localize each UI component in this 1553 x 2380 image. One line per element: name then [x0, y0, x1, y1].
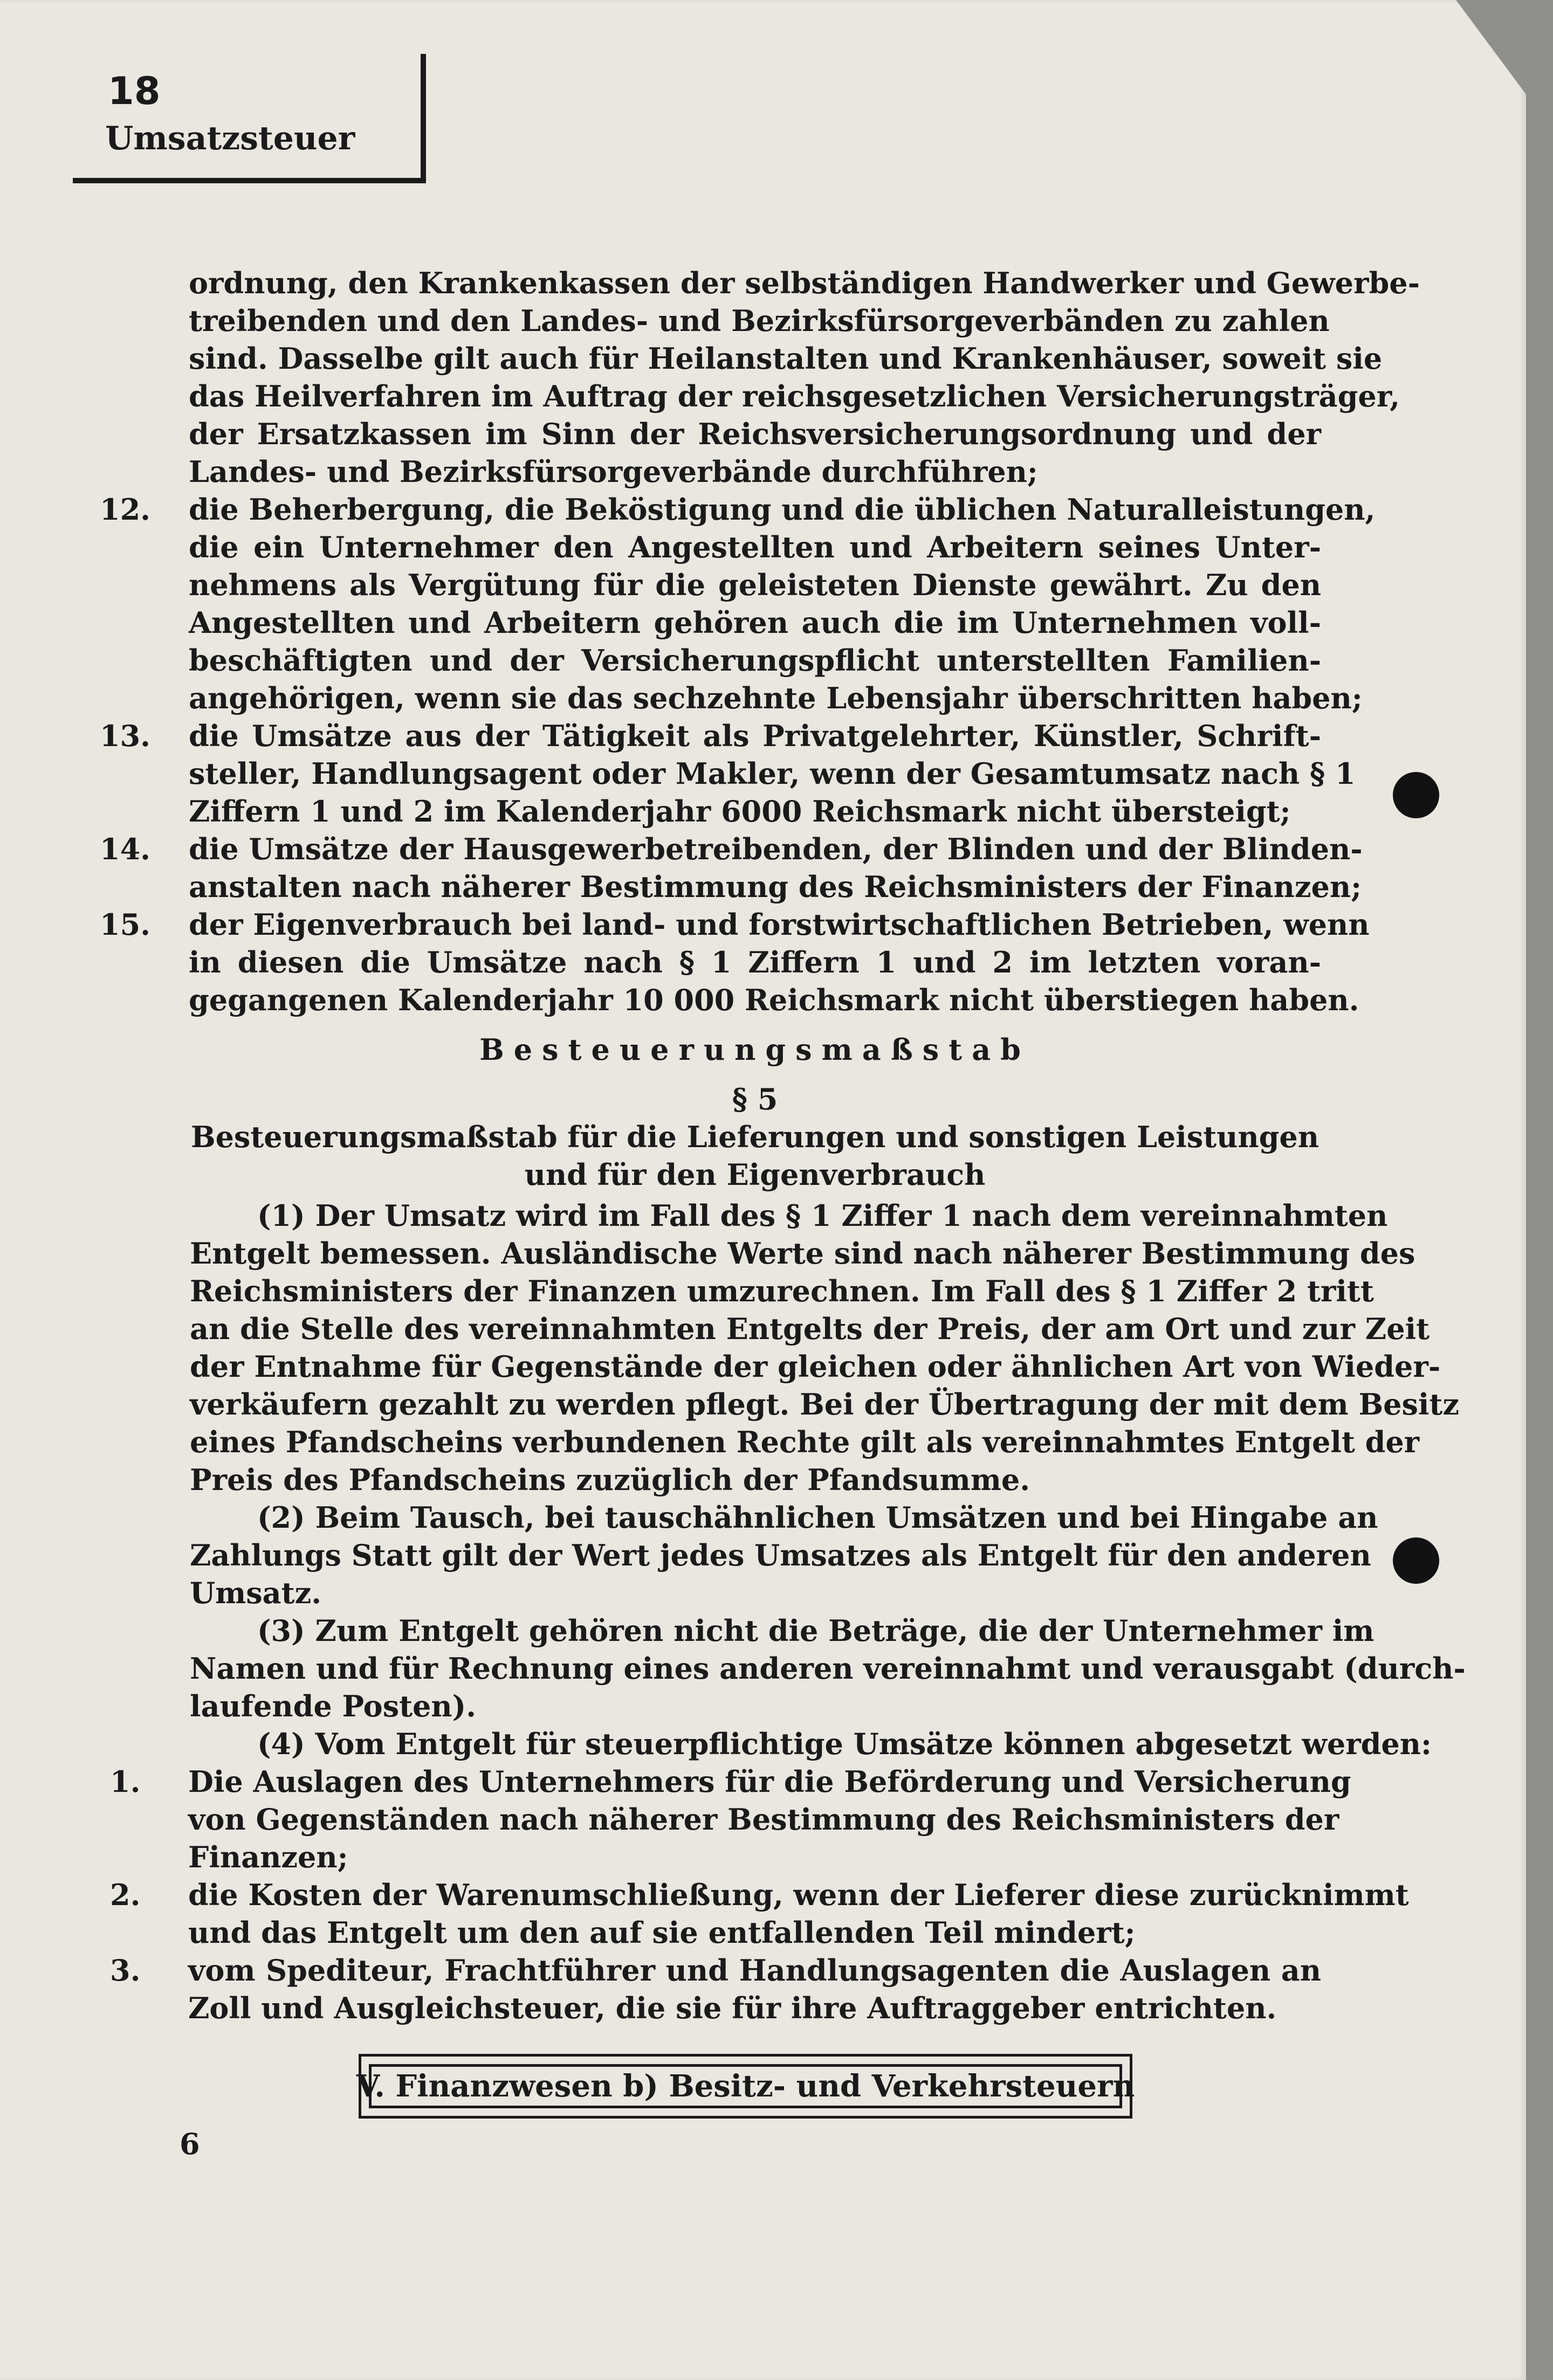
text-line: die Kosten der Warenumschließung, wenn der Lieferer diese zurücknimmt: [188, 1878, 1409, 1912]
text-line: ordnung, den Krankenkassen der selbständigen Handwerker und Gewerbe-: [189, 266, 1420, 300]
section-heading: Besteuerungsmaßstab: [479, 1032, 1030, 1067]
page-number: 6: [180, 2127, 200, 2161]
paragraph-title: und für den Eigenverbrauch: [524, 1157, 986, 1192]
text-line: nehmens als Vergütung für die geleisteten Dienste gewährt. Zu den: [189, 568, 1321, 602]
text-line: (3) Zum Entgelt gehören nicht die Beträge, die der Unternehmer im: [257, 1613, 1375, 1648]
text-line: (4) Vom Entgelt für steuerpflichtige Umsätze können abgesetzt werden:: [257, 1727, 1432, 1761]
text-line: Preis des Pfandscheins zuzüglich der Pfandsumme.: [190, 1463, 1030, 1497]
text-line: und das Entgelt um den auf sie entfallenden Teil mindert;: [188, 1915, 1136, 1950]
text-line: in diesen die Umsätze nach § 1 Ziffern 1 und 2 im letzten voran-: [189, 945, 1321, 979]
item-number: 14.: [100, 832, 150, 866]
text-line: eines Pfandscheins verbundenen Rechte gilt als vereinnahmtes Entgelt der: [190, 1425, 1420, 1459]
list-item-13: [100, 717, 1356, 830]
text-line: an die Stelle des vereinnahmten Entgelts der Preis, der am Ort und zur Zeit: [190, 1312, 1430, 1346]
paragraph-4: [190, 1725, 1432, 1763]
text-line: die Umsätze aus der Tätigkeit als Privatgelehrter, Künstler, Schrift-: [189, 719, 1321, 753]
paragraph-title: Besteuerungsmaßstab für die Lieferungen und sonstigen Leistungen: [190, 1120, 1320, 1154]
text-line: vom Spediteur, Frachtführer und Handlungsagenten die Auslagen an: [188, 1953, 1321, 1988]
heading-block: [189, 1031, 1321, 1194]
text-line: Finanzen;: [188, 1840, 348, 1874]
text-line: Zoll und Ausgleichsteuer, die sie für ihre Auftraggeber entrichten.: [188, 1991, 1277, 2025]
text-line: Zahlungs Statt gilt der Wert jedes Umsatzes als Entgelt für den anderen: [190, 1538, 1371, 1572]
list-item-14: [100, 830, 1363, 906]
text-line: von Gegenständen nach näherer Bestimmung des Reichsministers der: [188, 1802, 1339, 1837]
list-block: [100, 264, 1420, 1019]
text-line: sind. Dasselbe gilt auch für Heilanstalten und Krankenhäuser, soweit sie: [189, 341, 1383, 376]
deduction-item-1: [110, 1763, 1351, 1876]
punch-hole-bottom: [1393, 1537, 1439, 1584]
item-number: 12.: [100, 492, 150, 527]
paragraph-sign: § 5: [732, 1082, 778, 1116]
paragraph-1: [190, 1197, 1459, 1499]
text-line: die Beherbergung, die Beköstigung und die üblichen Naturalleistungen,: [189, 492, 1376, 527]
punch-hole-top: [1393, 772, 1439, 818]
text-line: die ein Unternehmer den Angestellten und Arbeitern seines Unter-: [189, 530, 1321, 564]
text-line: Namen und für Rechnung eines anderen vereinnahmt und verausgabt (durch-: [190, 1651, 1466, 1686]
text-line: anstalten nach näherer Bestimmung des Reichsministers der Finanzen;: [189, 870, 1362, 904]
text-line: das Heilverfahren im Auftrag der reichsgesetzlichen Versicherungsträger,: [189, 379, 1400, 413]
item-number: 15.: [100, 907, 150, 942]
text-line: Angestellten und Arbeitern gehören auch die im Unternehmen voll-: [189, 605, 1321, 640]
text-line: Entgelt bemessen. Ausländische Werte sind nach näherer Bestimmung des: [190, 1236, 1415, 1271]
text-line: Landes- und Bezirksfürsorgeverbände durchführen;: [189, 454, 1038, 489]
text-line: gegangenen Kalenderjahr 10 000 Reichsmark nicht überstiegen haben.: [189, 983, 1359, 1017]
paragraph-2: [190, 1499, 1378, 1612]
text-line: Umsatz.: [190, 1576, 322, 1610]
text-line: Ziffern 1 und 2 im Kalenderjahr 6000 Reichsmark nicht übersteigt;: [189, 794, 1291, 829]
folded-corner: [1456, 0, 1526, 94]
text-line: treibenden und den Landes- und Bezirksfürsorgeverbänden zu zahlen: [189, 303, 1330, 338]
text-line: beschäftigten und der Versicherungspflicht unterstellten Familien-: [189, 643, 1321, 678]
text-line: der Entnahme für Gegenstände der gleichen oder ähnlichen Art von Wieder-: [190, 1349, 1441, 1384]
text-line: steller, Handlungsagent oder Makler, wenn der Gesamtumsatz nach § 1: [189, 756, 1356, 791]
item-number: 13.: [100, 719, 150, 753]
text-line: Reichsministers der Finanzen umzurechnen. Im Fall des § 1 Ziffer 2 tritt: [190, 1274, 1374, 1308]
text-line: der Eigenverbrauch bei land- und forstwirtschaftlichen Betrieben, wenn: [189, 907, 1370, 942]
text-line: laufende Posten).: [190, 1689, 477, 1723]
list-item-12: [100, 491, 1376, 717]
text-line: (2) Beim Tausch, bei tauschähnlichen Umsätzen und bei Hingabe an: [257, 1500, 1378, 1535]
item-number: 3.: [110, 1953, 141, 1988]
text-line: verkäufern gezahlt zu werden pflegt. Bei der Übertragung der mit dem Besitz: [190, 1387, 1459, 1422]
item-number: 1.: [110, 1764, 141, 1799]
footer-box: [356, 2054, 1135, 2119]
paragraph-block: [110, 1197, 1466, 2027]
header-number: 18: [108, 69, 161, 113]
paragraph-3: [190, 1612, 1466, 1725]
footer-label: V. Finanzwesen b) Besitz- und Verkehrsteuern: [369, 2064, 1122, 2108]
header-title: Umsatzsteuer: [105, 120, 355, 157]
text-line: (1) Der Umsatz wird im Fall des § 1 Ziffer 1 nach dem vereinnahmten: [257, 1198, 1388, 1233]
text-line: angehörigen, wenn sie das sechzehnte Lebensjahr überschritten haben;: [189, 681, 1363, 715]
item-number: 2.: [110, 1878, 141, 1912]
list-item-15: [100, 906, 1370, 1019]
deduction-item-2: [110, 1876, 1409, 1951]
text-line: der Ersatzkassen im Sinn der Reichsversicherungsordnung und der: [189, 417, 1321, 451]
text-line: die Umsätze der Hausgewerbetreibenden, der Blinden und der Blinden-: [189, 832, 1363, 866]
text-line: Die Auslagen des Unternehmers für die Beförderung und Versicherung: [188, 1764, 1351, 1799]
deduction-item-3: [110, 1951, 1321, 2027]
